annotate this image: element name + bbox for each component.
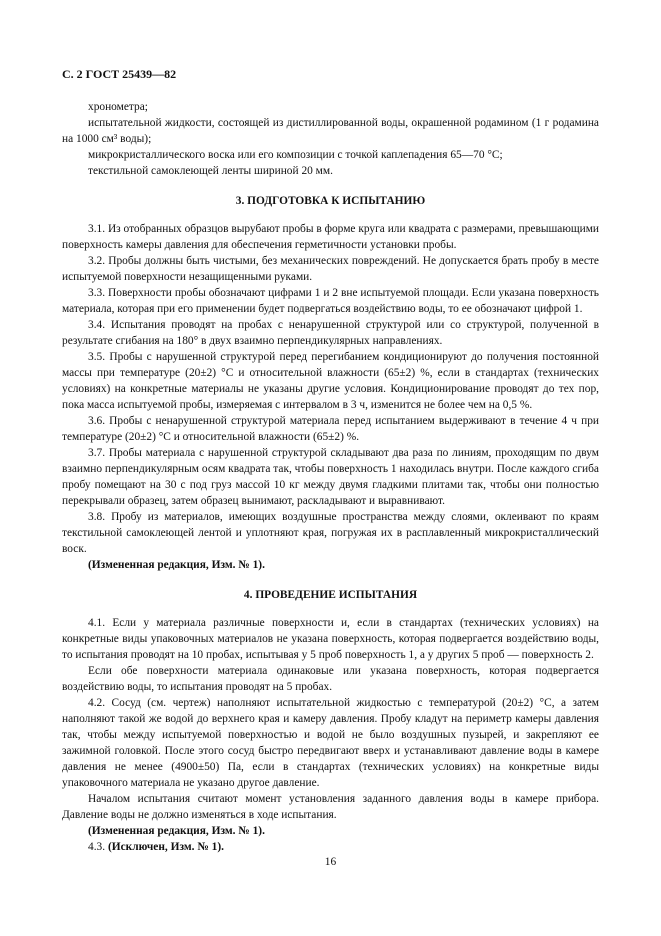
intro-item-2: испытательной жидкости, состоящей из дистиллированной воды, окрашенной родамином (1 г родамина на 1000 см³ воды); xyxy=(62,117,599,145)
clause-3-7: 3.7. Пробы материала с нарушенной структурой складывают два раза по линиям, проходящим по двум взаимно перпендикулярным осям квадрата так, чтобы поверхность 1 находилась внутри. После каждого сгиба пробу помещают на 30 с под груз массой 10 кг между двумя гладкими плитами так, чтобы они полностью перекрывали образец, затем образец вынимают, раскладывают и выравнивают. xyxy=(62,447,599,507)
intro-item-1: хронометра; xyxy=(88,101,148,113)
clause-3-8: 3.8. Пробу из материалов, имеющих воздушные пространства между слоями, оклеивают по краям текстильной самоклеющей лентой и уплотняют края, погружая их в расплавленный микрокристаллический воск. xyxy=(62,511,599,555)
clause-4-3-number: 4.3. xyxy=(88,841,106,853)
clause-3-3: 3.3. Поверхности пробы обозначают цифрами 1 и 2 вне испытуемой площади. Если указана поверхность материала, которая при его применении будет подвергаться воздействию воды, то ее обозначают цифрой 1. xyxy=(62,287,599,315)
clause-3-5: 3.5. Пробы с нарушенной структурой перед перегибанием кондиционируют до получения постоянной массы при температуре (20±2) °С и относительной влажности (65±2) %, если в стандартах (технических условиях) на конкретные материалы не указаны другие условия. Кондиционирование проводят до тех пор, пока масса испытуемой пробы, измеряемая с интервалом в 3 ч, изменится не более чем на 0,5 %. xyxy=(62,351,599,411)
amendment-note-4: (Измененная редакция, Изм. № 1). xyxy=(88,825,265,837)
document-page xyxy=(62,66,599,855)
clause-3-6: 3.6. Пробы с ненарушенной структурой материала перед испытанием выдерживают в течение 4 ч при температуре (20±2) °С и относительной влажности (65±2) %. xyxy=(62,415,599,443)
clause-4-1: 4.1. Если у материала различные поверхности и, если в стандартах (технических условиях) на конкретные виды упаковочных материалов не указана поверхность, которая подвергается воздействию воды, то испытания проводят на 10 пробах, испытывая у 5 проб поверхность 1, а у других 5 проб — поверхность 2. xyxy=(62,617,599,661)
running-header: С. 2 ГОСТ 25439—82 xyxy=(62,67,177,81)
clause-4-2-cont: Началом испытания считают момент установления заданного давления воды в камере прибора. Давление воды не должно изменяться в ходе испытания. xyxy=(62,793,599,821)
clause-3-2: 3.2. Пробы должны быть чистыми, без механических повреждений. Не допускается брать пробу в месте испытуемой поверхности незащищенными руками. xyxy=(62,255,599,283)
intro-item-3: микрокристаллического воска или его композиции с точкой каплепадения 65—70 °С; xyxy=(88,149,503,161)
clause-3-1: 3.1. Из отобранных образцов вырубают пробы в форме круга или квадрата с размерами, превышающими поверхность камеры давления для обеспечения герметичности установки пробы. xyxy=(62,223,599,251)
amendment-note-3: (Измененная редакция, Изм. № 1). xyxy=(88,559,265,571)
clause-4-3 xyxy=(62,839,599,855)
clause-4-1-cont: Если обе поверхности материала одинаковые или указана поверхность, которая подвергается воздействию воды, то испытания проводят на 5 пробах. xyxy=(62,665,599,693)
section-3-heading: 3. ПОДГОТОВКА К ИСПЫТАНИЮ xyxy=(235,195,426,207)
clause-4-3-note: (Исключен, Изм. № 1). xyxy=(107,841,224,853)
clause-3-4: 3.4. Испытания проводят на пробах с ненарушенной структурой или со структурой, полученной в результате сгибания на 180° в двух взаимно перпендикулярных направлениях. xyxy=(62,319,599,347)
page-number: 16 xyxy=(324,856,337,868)
intro-item-4: текстильной самоклеющей ленты шириной 20 мм. xyxy=(88,165,333,177)
clause-4-2: 4.2. Сосуд (см. чертеж) наполняют испытательной жидкостью с температурой (20±2) °С, а затем наполняют такой же водой до верхнего края и камеру давления. Пробу кладут на периметр камеры давления так, чтобы между испытуемой поверхностью и водой не было воздушных пузырей, и закрепляют ее зажимной головкой. После этого сосуд быстро передвигают вверх и устанавливают давление воды в камере давления не менее (4900±50) Па, если в стандартах (технических условиях) на конкретные виды упаковочного материала не указано другое давление. xyxy=(62,697,599,789)
section-4-heading: 4. ПРОВЕДЕНИЕ ИСПЫТАНИЯ xyxy=(243,589,418,601)
